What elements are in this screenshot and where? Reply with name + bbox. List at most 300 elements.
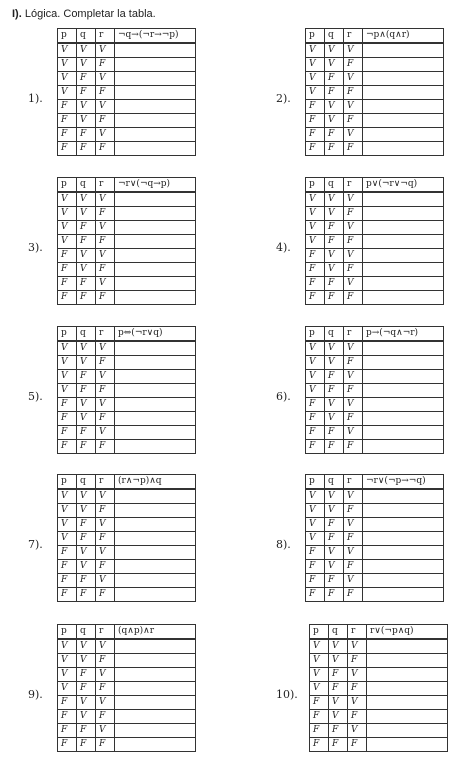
truth-value-cell: V <box>58 207 77 221</box>
truth-value-cell: F <box>96 440 115 454</box>
truth-value-cell: F <box>58 412 77 426</box>
truth-value-cell: V <box>77 504 96 518</box>
answer-cell[interactable] <box>367 738 448 752</box>
truth-value-cell: F <box>58 100 77 114</box>
truth-value-cell: V <box>344 100 363 114</box>
column-header: p <box>58 327 77 342</box>
truth-value-cell: F <box>58 546 77 560</box>
truth-value-cell: V <box>77 696 96 710</box>
truth-value-cell: V <box>96 221 115 235</box>
truth-value-cell: V <box>344 277 363 291</box>
truth-value-cell: F <box>77 682 96 696</box>
truth-value-cell: F <box>77 384 96 398</box>
truth-value-cell: F <box>325 235 344 249</box>
answer-cell[interactable] <box>115 668 196 682</box>
table-row <box>58 724 196 738</box>
table-row <box>306 277 444 291</box>
truth-value-cell: F <box>77 532 96 546</box>
table-row <box>58 277 196 291</box>
truth-value-cell: V <box>306 356 325 370</box>
truth-table <box>305 474 444 602</box>
answer-cell[interactable] <box>115 384 196 398</box>
table-row <box>58 384 196 398</box>
truth-value-cell: F <box>58 710 77 724</box>
truth-value-cell: V <box>58 489 77 504</box>
column-header: r <box>96 475 115 490</box>
truth-value-cell: V <box>77 560 96 574</box>
answer-cell[interactable] <box>363 532 444 546</box>
truth-value-cell: V <box>344 221 363 235</box>
table-row <box>58 249 196 263</box>
truth-value-cell: V <box>77 341 96 356</box>
table-row <box>306 588 444 602</box>
truth-value-cell: F <box>306 291 325 305</box>
truth-value-cell: V <box>77 710 96 724</box>
answer-cell[interactable] <box>115 291 196 305</box>
table-row <box>58 72 196 86</box>
truth-value-cell: F <box>306 128 325 142</box>
truth-value-cell: F <box>58 114 77 128</box>
truth-value-cell: V <box>344 192 363 207</box>
truth-value-cell: F <box>306 412 325 426</box>
truth-value-cell: V <box>306 58 325 72</box>
truth-value-cell: V <box>344 341 363 356</box>
truth-value-cell: V <box>96 518 115 532</box>
table-row <box>58 426 196 440</box>
truth-value-cell: F <box>310 724 329 738</box>
truth-value-cell: V <box>96 639 115 654</box>
truth-value-cell: F <box>58 263 77 277</box>
answer-cell[interactable] <box>115 738 196 752</box>
truth-value-cell: F <box>77 291 96 305</box>
table-row <box>306 560 444 574</box>
exercise-number: 8). <box>276 538 291 551</box>
table-header-row <box>306 178 444 193</box>
column-header: p <box>58 625 77 640</box>
instructions-text: Lógica. Completar la tabla. <box>24 8 156 20</box>
truth-value-cell: F <box>96 291 115 305</box>
answer-cell[interactable] <box>115 682 196 696</box>
truth-value-cell: F <box>58 696 77 710</box>
truth-value-cell: F <box>348 710 367 724</box>
truth-value-cell: F <box>77 574 96 588</box>
truth-value-cell: V <box>306 489 325 504</box>
truth-value-cell: F <box>325 221 344 235</box>
exercise-number: 4). <box>276 241 291 254</box>
table-row <box>306 58 444 72</box>
truth-value-cell: F <box>58 128 77 142</box>
truth-value-cell: F <box>344 291 363 305</box>
answer-cell[interactable] <box>115 440 196 454</box>
table-row <box>58 207 196 221</box>
answer-cell[interactable] <box>363 588 444 602</box>
truth-value-cell: V <box>306 532 325 546</box>
truth-value-cell: V <box>58 72 77 86</box>
table-row <box>306 142 444 156</box>
truth-value-cell: V <box>77 489 96 504</box>
column-header: r <box>96 29 115 44</box>
answer-cell[interactable] <box>115 639 196 654</box>
truth-value-cell: F <box>58 574 77 588</box>
truth-value-cell: V <box>310 639 329 654</box>
truth-value-cell: V <box>58 341 77 356</box>
answer-cell[interactable] <box>363 370 444 384</box>
truth-value-cell: V <box>325 398 344 412</box>
truth-value-cell: V <box>306 518 325 532</box>
answer-cell[interactable] <box>115 370 196 384</box>
table-row <box>58 440 196 454</box>
table-header-row <box>58 327 196 342</box>
answer-cell[interactable] <box>115 724 196 738</box>
answer-cell[interactable] <box>115 86 196 100</box>
truth-value-cell: F <box>96 114 115 128</box>
answer-cell[interactable] <box>115 43 196 58</box>
truth-value-cell: V <box>306 43 325 58</box>
truth-value-cell: F <box>96 710 115 724</box>
truth-value-cell: V <box>344 518 363 532</box>
answer-cell[interactable] <box>115 277 196 291</box>
column-header: q <box>77 625 96 640</box>
column-header: r <box>344 29 363 44</box>
answer-cell[interactable] <box>367 654 448 668</box>
table-row <box>306 207 444 221</box>
truth-value-cell: V <box>58 43 77 58</box>
truth-value-cell: F <box>325 370 344 384</box>
answer-cell[interactable] <box>115 58 196 72</box>
answer-cell[interactable] <box>115 263 196 277</box>
table-row <box>310 639 448 654</box>
truth-value-cell: F <box>344 532 363 546</box>
answer-cell[interactable] <box>115 560 196 574</box>
truth-value-cell: F <box>96 207 115 221</box>
truth-value-cell: F <box>344 58 363 72</box>
truth-value-cell: F <box>96 58 115 72</box>
table-row <box>306 263 444 277</box>
table-row <box>58 341 196 356</box>
truth-value-cell: V <box>325 489 344 504</box>
truth-value-cell: V <box>77 192 96 207</box>
truth-value-cell: V <box>58 192 77 207</box>
answer-cell[interactable] <box>115 142 196 156</box>
column-header: p <box>58 178 77 193</box>
column-header: r <box>344 475 363 490</box>
answer-cell[interactable] <box>367 724 448 738</box>
truth-value-cell: F <box>77 518 96 532</box>
table-row <box>306 72 444 86</box>
table-row <box>306 341 444 356</box>
truth-value-cell: V <box>344 43 363 58</box>
table-row <box>58 263 196 277</box>
answer-cell[interactable] <box>115 235 196 249</box>
truth-value-cell: F <box>344 263 363 277</box>
truth-value-cell: F <box>96 504 115 518</box>
truth-value-cell: F <box>329 724 348 738</box>
truth-value-cell: V <box>58 221 77 235</box>
answer-cell[interactable] <box>363 86 444 100</box>
expression-header: p→(¬q∧¬r) <box>363 327 444 342</box>
truth-table <box>57 624 196 752</box>
truth-value-cell: F <box>58 142 77 156</box>
answer-cell[interactable] <box>115 412 196 426</box>
truth-value-cell: F <box>77 588 96 602</box>
answer-cell[interactable] <box>363 412 444 426</box>
truth-value-cell: F <box>58 588 77 602</box>
answer-cell[interactable] <box>115 249 196 263</box>
truth-table <box>305 326 444 454</box>
answer-cell[interactable] <box>363 207 444 221</box>
truth-value-cell: V <box>348 639 367 654</box>
truth-value-cell: V <box>77 100 96 114</box>
truth-value-cell: V <box>325 546 344 560</box>
answer-cell[interactable] <box>367 668 448 682</box>
exercise-number: 2). <box>276 92 291 105</box>
answer-cell[interactable] <box>363 72 444 86</box>
answer-cell[interactable] <box>363 291 444 305</box>
answer-cell[interactable] <box>115 654 196 668</box>
truth-value-cell: V <box>325 341 344 356</box>
truth-value-cell: F <box>306 398 325 412</box>
truth-value-cell: F <box>77 426 96 440</box>
table-row <box>58 412 196 426</box>
table-row <box>58 574 196 588</box>
truth-value-cell: V <box>58 654 77 668</box>
answer-cell[interactable] <box>363 43 444 58</box>
answer-cell[interactable] <box>363 356 444 370</box>
truth-value-cell: F <box>58 738 77 752</box>
truth-value-cell: V <box>96 489 115 504</box>
answer-cell[interactable] <box>115 710 196 724</box>
truth-value-cell: V <box>77 356 96 370</box>
truth-value-cell: F <box>58 426 77 440</box>
answer-cell[interactable] <box>115 518 196 532</box>
answer-cell[interactable] <box>115 192 196 207</box>
truth-value-cell: F <box>58 440 77 454</box>
table-header-row <box>310 625 448 640</box>
truth-value-cell: F <box>306 588 325 602</box>
truth-value-cell: V <box>77 58 96 72</box>
truth-value-cell: F <box>344 560 363 574</box>
answer-cell[interactable] <box>367 696 448 710</box>
truth-value-cell: V <box>306 72 325 86</box>
column-header: q <box>325 178 344 193</box>
answer-cell[interactable] <box>363 341 444 356</box>
table-row <box>58 518 196 532</box>
answer-cell[interactable] <box>115 341 196 356</box>
truth-value-cell: F <box>77 142 96 156</box>
answer-cell[interactable] <box>115 696 196 710</box>
table-row <box>306 574 444 588</box>
answer-cell[interactable] <box>115 128 196 142</box>
exercise-number: 10). <box>276 688 298 701</box>
truth-value-cell: F <box>96 560 115 574</box>
answer-cell[interactable] <box>363 504 444 518</box>
answer-cell[interactable] <box>367 639 448 654</box>
table-row <box>306 546 444 560</box>
column-header: p <box>306 178 325 193</box>
truth-table <box>305 177 444 305</box>
column-header: q <box>329 625 348 640</box>
table-row <box>58 504 196 518</box>
table-row <box>306 518 444 532</box>
truth-value-cell: F <box>344 356 363 370</box>
table-row <box>58 546 196 560</box>
exercise-number: 3). <box>28 241 43 254</box>
answer-cell[interactable] <box>363 142 444 156</box>
truth-value-cell: V <box>344 128 363 142</box>
table-row <box>306 221 444 235</box>
expression-header: (q∧p)∧r <box>115 625 196 640</box>
truth-value-cell: V <box>325 207 344 221</box>
truth-value-cell: V <box>310 668 329 682</box>
truth-value-cell: V <box>58 370 77 384</box>
truth-value-cell: F <box>77 724 96 738</box>
truth-table <box>57 474 196 602</box>
column-header: q <box>325 327 344 342</box>
truth-value-cell: F <box>96 384 115 398</box>
table-header-row <box>58 178 196 193</box>
answer-cell[interactable] <box>115 114 196 128</box>
truth-table <box>305 28 444 156</box>
answer-cell[interactable] <box>363 100 444 114</box>
truth-value-cell: V <box>96 43 115 58</box>
answer-cell[interactable] <box>115 426 196 440</box>
truth-value-cell: V <box>325 43 344 58</box>
answer-cell[interactable] <box>115 574 196 588</box>
answer-cell[interactable] <box>363 489 444 504</box>
truth-value-cell: V <box>344 370 363 384</box>
answer-cell[interactable] <box>115 489 196 504</box>
answer-cell[interactable] <box>115 504 196 518</box>
truth-value-cell: F <box>77 72 96 86</box>
answer-cell[interactable] <box>363 128 444 142</box>
truth-value-cell: F <box>306 249 325 263</box>
answer-cell[interactable] <box>115 207 196 221</box>
answer-cell[interactable] <box>363 192 444 207</box>
truth-value-cell: F <box>306 560 325 574</box>
truth-value-cell: V <box>325 249 344 263</box>
truth-value-cell: V <box>96 668 115 682</box>
truth-value-cell: F <box>310 710 329 724</box>
truth-value-cell: F <box>58 724 77 738</box>
truth-value-cell: V <box>325 114 344 128</box>
table-row <box>58 356 196 370</box>
answer-cell[interactable] <box>363 440 444 454</box>
table-row <box>310 668 448 682</box>
answer-cell[interactable] <box>115 72 196 86</box>
answer-cell[interactable] <box>363 518 444 532</box>
expression-header: ¬p∧(q∧r) <box>363 29 444 44</box>
answer-cell[interactable] <box>363 235 444 249</box>
truth-value-cell: F <box>96 588 115 602</box>
table-row <box>58 560 196 574</box>
table-header-row <box>306 327 444 342</box>
table-row <box>306 100 444 114</box>
table-row <box>58 489 196 504</box>
table-row <box>306 370 444 384</box>
answer-cell[interactable] <box>363 249 444 263</box>
answer-cell[interactable] <box>363 546 444 560</box>
answer-cell[interactable] <box>115 398 196 412</box>
truth-value-cell: V <box>96 574 115 588</box>
answer-cell[interactable] <box>115 100 196 114</box>
truth-value-cell: F <box>96 738 115 752</box>
answer-cell[interactable] <box>363 114 444 128</box>
column-header: p <box>306 327 325 342</box>
truth-value-cell: V <box>77 546 96 560</box>
table-row <box>306 43 444 58</box>
table-row <box>58 532 196 546</box>
truth-value-cell: V <box>344 489 363 504</box>
answer-cell[interactable] <box>363 277 444 291</box>
truth-value-cell: V <box>344 426 363 440</box>
column-header: q <box>77 475 96 490</box>
column-header: p <box>306 29 325 44</box>
truth-value-cell: V <box>306 235 325 249</box>
answer-cell[interactable] <box>363 560 444 574</box>
table-row <box>58 682 196 696</box>
table-row <box>306 128 444 142</box>
column-header: p <box>58 29 77 44</box>
answer-cell[interactable] <box>363 58 444 72</box>
answer-cell[interactable] <box>367 710 448 724</box>
truth-value-cell: V <box>325 100 344 114</box>
truth-value-cell: F <box>77 668 96 682</box>
answer-cell[interactable] <box>363 384 444 398</box>
truth-value-cell: V <box>310 654 329 668</box>
truth-value-cell: F <box>96 654 115 668</box>
truth-value-cell: V <box>58 86 77 100</box>
truth-value-cell: F <box>325 72 344 86</box>
table-row <box>58 58 196 72</box>
truth-value-cell: V <box>329 639 348 654</box>
truth-value-cell: V <box>58 504 77 518</box>
table-row <box>58 142 196 156</box>
table-row <box>306 489 444 504</box>
truth-value-cell: V <box>58 668 77 682</box>
column-header: q <box>77 327 96 342</box>
answer-cell[interactable] <box>363 263 444 277</box>
truth-value-cell: V <box>77 114 96 128</box>
answer-cell[interactable] <box>363 398 444 412</box>
answer-cell[interactable] <box>363 574 444 588</box>
table-row <box>306 398 444 412</box>
answer-cell[interactable] <box>115 546 196 560</box>
column-header: p <box>306 475 325 490</box>
truth-value-cell: V <box>58 532 77 546</box>
exercise-number: 5). <box>28 390 43 403</box>
truth-value-cell: V <box>344 574 363 588</box>
column-header: q <box>325 29 344 44</box>
answer-cell[interactable] <box>367 682 448 696</box>
truth-value-cell: V <box>96 696 115 710</box>
table-row <box>58 710 196 724</box>
column-header: q <box>325 475 344 490</box>
table-row <box>58 100 196 114</box>
truth-value-cell: V <box>58 356 77 370</box>
answer-cell[interactable] <box>115 588 196 602</box>
answer-cell[interactable] <box>363 221 444 235</box>
answer-cell[interactable] <box>115 356 196 370</box>
truth-value-cell: V <box>58 235 77 249</box>
table-row <box>306 426 444 440</box>
answer-cell[interactable] <box>363 426 444 440</box>
answer-cell[interactable] <box>115 221 196 235</box>
truth-value-cell: V <box>96 277 115 291</box>
table-row <box>58 86 196 100</box>
truth-value-cell: F <box>77 86 96 100</box>
truth-value-cell: V <box>306 86 325 100</box>
answer-cell[interactable] <box>115 532 196 546</box>
